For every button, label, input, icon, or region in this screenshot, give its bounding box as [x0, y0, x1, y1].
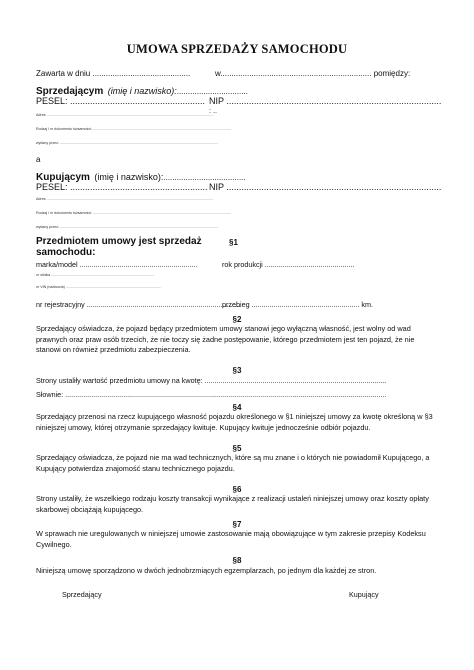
vin-field[interactable]: nr VIN (nadwozia) ............................................................................................... — [36, 285, 161, 289]
section5-number: §5 — [232, 444, 242, 453]
seller-label: Sprzedającym — [36, 86, 104, 97]
section8-number: §8 — [232, 556, 242, 565]
buyer-id-doc-field[interactable]: Rodzaj i nr dokumentu tożsamości: .......................................................................................................................................... — [36, 211, 231, 215]
seller-pesel-field[interactable]: PESEL: ...................................................... — [36, 96, 206, 106]
section4-text: Sprzedający przenosi na rzecz kupującego własność pojazdu określonego w §1 niniejszej umowy za kwotę określoną w §3 niniejszej umowy, której otrzymanie sprzedający kwituje. Kupujący kwituje jednocześnie odbiór pojazdu. — [36, 412, 433, 432]
seller-label-suffix: (imię i nazwisko): — [107, 86, 177, 96]
buyer-label: Kupującym — [36, 172, 90, 183]
contract-date-field[interactable]: Zawarta w dniu ............................................ — [36, 69, 191, 78]
section5-text: Sprzedający oświadcza, że pojazd nie ma wad technicznych, które są mu znane i o których nie powiadomił Kupującego, a Kupujący potwierdza znajomość stanu technicznego pojazdu. — [36, 453, 430, 473]
section7-text: W sprawach nie uregulowanych w niniejszej umowie zastosowanie mają obowiązujące w tym zakresie przepisy Kodeksu Cywilnego. — [36, 529, 426, 549]
section7-number: §7 — [232, 520, 242, 529]
section1-number: §1 — [229, 238, 238, 247]
section1-heading: Przedmiotem umowy jest sprzedaż — [36, 236, 202, 247]
production-year-field[interactable]: rok produkcji ............................................. — [222, 260, 355, 269]
mileage-field[interactable]: przebieg ...................................................... km. — [222, 300, 373, 309]
make-model-field[interactable]: marka/model ........................................................... — [36, 260, 198, 269]
buyer-name-field[interactable]: ..................................... — [163, 173, 246, 182]
engine-number-field[interactable]: nr silnika ....................................................................................................... — [36, 273, 155, 277]
seller-issued-by-field[interactable]: wydany przez: .............................................................................................................................................................. — [36, 141, 218, 145]
value-in-words-field[interactable]: Słownie: ................................................................................................................................................................. — [36, 390, 387, 399]
buyer-issued-by-field[interactable]: wydany przez: .............................................................................................................................................................. — [36, 225, 218, 229]
buyer-label-suffix: (imię i nazwisko): — [94, 172, 164, 182]
seller-id-doc-field[interactable]: Rodzaj i nr dokumentu tożsamości: .......................................................................................................................................... — [36, 127, 231, 131]
document-title: UMOWA SPRZEDAŻY SAMOCHODU — [126, 42, 348, 56]
contract-place-field[interactable]: w.................................................................... pomiędzy: — [215, 69, 411, 78]
section6-text: Strony ustaliły, że wszelkiego rodzaju koszty transakcji wynikające z realizacji ustaleń niniejszej umowy oraz koszty opłaty skarbowej obciążają kupującego. — [36, 494, 429, 514]
section8-text: Niniejszą umowę sporządzono w dwóch jednobrzmiących egzemplarzach, po jednym dla każdej ze stron. — [36, 566, 377, 575]
section2-number: §2 — [232, 315, 242, 324]
contract-value-field[interactable]: Strony ustaliły wartość przedmiotu umowy na kwotę: ........................................................................................... — [36, 376, 387, 385]
section2-text: Sprzedający oświadcza, że pojazd będący przedmiotem umowy stanowi jego wyłączną własność, jest wolny od wad prawnych oraz praw osób trzecich, że nie toczy się żadne postępowanie, którego przedmiotem jest ten pojazd, że nie stanowi on również przedmiotu zabezpieczenia. — [36, 324, 415, 355]
section3-number: §3 — [232, 366, 242, 375]
buyer-nip-field[interactable]: NIP ...................................................................................... — [209, 182, 442, 192]
registration-number-field[interactable]: nr rejestracyjny ............................................................................. — [36, 300, 241, 309]
section4-number: §4 — [232, 403, 242, 412]
buyer-pesel-field[interactable]: PESEL: ....................................................... — [36, 182, 208, 192]
section6-number: §6 — [232, 485, 242, 494]
seller-address-field[interactable]: Adres: ...................................................................................................................................................................... — [36, 113, 214, 117]
seller-nip-extra: : .. — [209, 106, 217, 115]
seller-nip-field[interactable]: NIP ...................................................................................... — [209, 96, 442, 106]
buyer-address-field[interactable]: Adres: ...................................................................................................................................................................... — [36, 197, 214, 201]
seller-name-field[interactable]: ................................ — [176, 87, 248, 96]
seller-signature-label: Sprzedający — [62, 590, 102, 599]
and-word: a — [36, 155, 41, 164]
section1-heading-line2: samochodu: — [36, 247, 96, 258]
buyer-signature-label: Kupujący — [349, 590, 379, 599]
